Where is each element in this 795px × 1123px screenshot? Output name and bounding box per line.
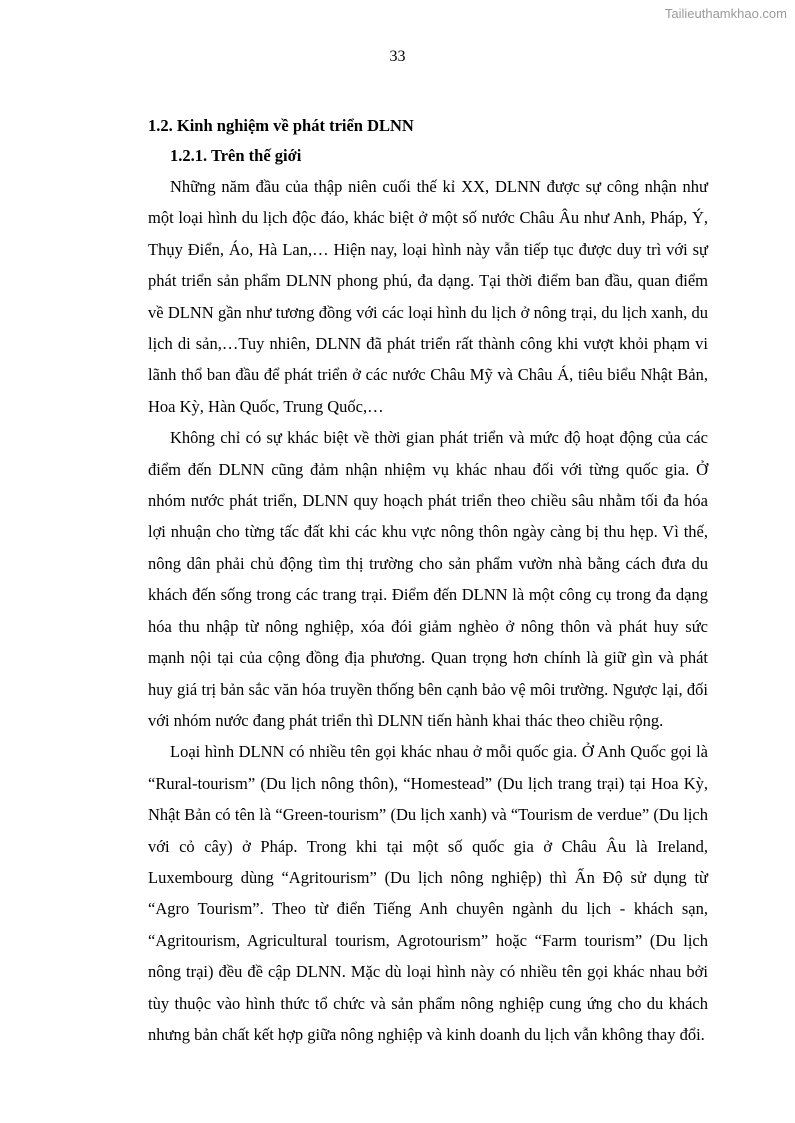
paragraph: Không chỉ có sự khác biệt về thời gian phát triển và mức độ hoạt động của các điểm đến DLNN cũng đảm nhận nhiệm vụ khác nhau đối với từng quốc gia. Ở nhóm nước phát triển, DLNN quy hoạch phát triển theo chiều sâu nhằm tối đa hóa lợi nhuận cho từng tấc đất khi các khu vực nông thôn ngày càng bị thu hẹp. Vì thế, nông dân phải chủ động tìm thị trường cho sản phẩm vườn nhà bằng cách đưa du khách đến sống trong các trang trại. Điểm đến DLNN là một công cụ trong đa dạng hóa thu nhập từ nông nghiệp, xóa đói giảm nghèo ở nông thôn và phát huy sức mạnh nội tại của cộng đồng địa phương. Quan trọng hơn chính là giữ gìn và phát huy giá trị bản sắc văn hóa truyền thống bên cạnh bảo vệ môi trường. Ngược lại, đối với nhóm nước đang phát triển thì DLNN tiến hành khai thác theo chiều rộng. bbox=[148, 428, 708, 730]
paragraph: Loại hình DLNN có nhiều tên gọi khác nhau ở mỗi quốc gia. Ở Anh Quốc gọi là “Rural-tourism” (Du lịch nông thôn), “Homestead” (Du lịch trang trại) tại Hoa Kỳ, Nhật Bản có tên là “Green-tourism” (Du lịch xanh) và “Tourism de verdue” (Du lịch với cỏ cây) ở Pháp. Trong khi tại một số quốc gia ở Châu Âu là Ireland, Luxembourg dùng “Agritourism” (Du lịch nông nghiệp) thì Ấn Độ sử dụng từ “Agro Tourism”. Theo từ điển Tiếng Anh chuyên ngành du lịch - khách sạn, “Agritourism, Agricultural tourism, Agrotourism” hoặc “Farm tourism” (Du lịch nông trại) đều đề cập DLNN. Mặc dù loại hình này có nhiều tên gọi khác nhau bởi tùy thuộc vào hình thức tổ chức và sản phẩm nông nghiệp cung ứng cho du khách nhưng bản chất kết hợp giữa nông nghiệp và kinh doanh du lịch vẫn không thay đổi. bbox=[148, 742, 708, 1044]
section-heading: 1.2. Kinh nghiệm về phát triển DLNN bbox=[148, 116, 414, 135]
page-number: 33 bbox=[389, 48, 406, 65]
subsection-heading: 1.2.1. Trên thế giới bbox=[170, 146, 302, 165]
paragraph: Những năm đầu của thập niên cuối thế kỉ XX, DLNN được sự công nhận như một loại hình du lịch độc đáo, khác biệt ở một số nước Châu Âu như Anh, Pháp, Ý, Thụy Điển, Áo, Hà Lan,… Hiện nay, loại hình này vẫn tiếp tục được duy trì với sự phát triển sản phẩm DLNN phong phú, đa dạng. Tại thời điểm ban đầu, quan điểm về DLNN gần như tương đồng với các loại hình du lịch ở nông trại, du lịch xanh, du lịch di sản,…Tuy nhiên, DLNN đã phát triển rất thành công khi vượt khỏi phạm vi lãnh thổ ban đầu để phát triển ở các nước Châu Mỹ và Châu Á, tiêu biểu Nhật Bản, Hoa Kỳ, Hàn Quốc, Trung Quốc,… bbox=[148, 177, 708, 416]
watermark: Tailieuthamkhao.com bbox=[664, 6, 787, 21]
document-body bbox=[148, 111, 708, 1050]
